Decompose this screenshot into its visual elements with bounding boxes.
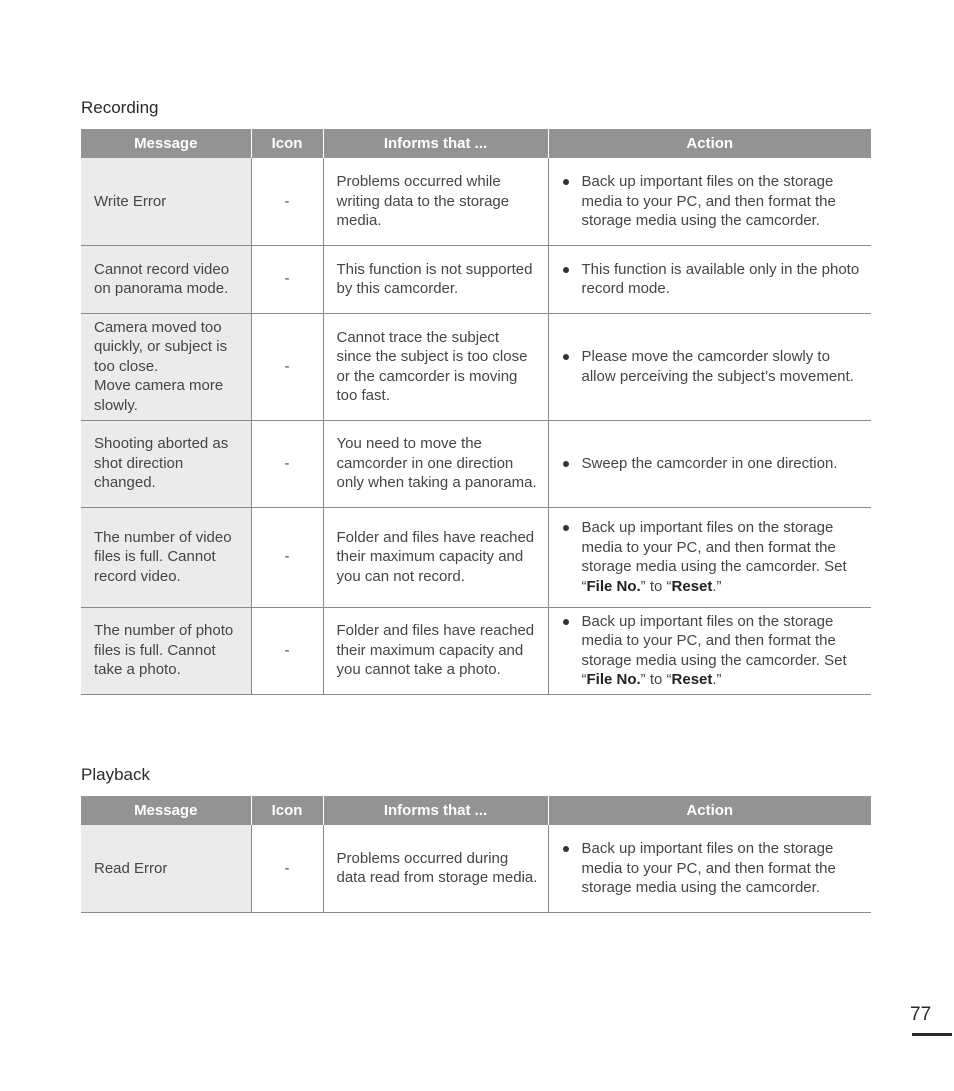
table-row [81, 245, 871, 313]
message-line: Camera moved too quickly, or subject is too close. [94, 318, 228, 375]
recording-table [81, 129, 871, 695]
informs-cell: Problems occurred while writing data to the storage media. [323, 158, 548, 245]
informs-cell: Folder and files have reached their maximum capacity and you can not record. [323, 507, 548, 607]
message-line: Move camera more slowly. [94, 377, 224, 414]
icon-cell: - [251, 825, 323, 912]
icon-cell: - [251, 158, 323, 245]
action-item [582, 518, 862, 596]
informs-cell: Cannot trace the subject since the subject is too close or the camcorder is moving too fast. [323, 313, 548, 420]
file-no-setting: File No. [586, 671, 641, 688]
icon-cell: - [251, 245, 323, 313]
file-no-setting: File No. [586, 577, 641, 595]
table-row [81, 313, 871, 420]
recording-section-title: Recording [81, 98, 159, 117]
informs-cell: You need to move the camcorder in one direction only when taking a panorama. [323, 420, 548, 507]
message-cell: The number of video files is full. Cannot record video. [81, 507, 251, 607]
action-cell [548, 245, 871, 313]
reset-setting: Reset [671, 577, 713, 595]
action-text: .” [712, 577, 722, 595]
message-cell: Read Error [81, 825, 251, 912]
action-cell [548, 158, 871, 245]
icon-cell: - [251, 420, 323, 507]
header-icon: Icon [251, 796, 323, 825]
action-item: Sweep the camcorder in one direction. [582, 454, 862, 474]
header-message: Message [81, 796, 251, 825]
message-cell: Write Error [81, 158, 251, 245]
message-cell: Shooting aborted as shot direction changed. [81, 420, 251, 507]
message-cell [81, 313, 251, 420]
action-item: Please move the camcorder slowly to allow perceiving the subject’s movement. [582, 347, 862, 386]
table-row [81, 158, 871, 245]
icon-cell: - [251, 607, 323, 694]
table-row [81, 507, 871, 607]
header-action: Action [548, 796, 871, 825]
action-cell [548, 607, 871, 694]
action-item [582, 612, 862, 690]
page-number-rule [912, 1033, 952, 1036]
action-text: Back up important files on the storage media to your PC, and then format the storage media using the camcorder. Set “ [581, 519, 847, 595]
header-informs: Informs that ... [323, 129, 548, 158]
informs-cell: Problems occurred during data read from storage media. [323, 825, 548, 912]
page-number: 77 [910, 1004, 932, 1025]
reset-setting: Reset [671, 671, 713, 688]
table-row [81, 420, 871, 507]
icon-cell: - [251, 313, 323, 420]
header-icon: Icon [251, 129, 323, 158]
playback-table [81, 796, 871, 913]
header-message: Message [81, 129, 251, 158]
action-text: .” [712, 671, 722, 688]
action-cell [548, 825, 871, 912]
informs-cell: Folder and files have reached their maximum capacity and you cannot take a photo. [323, 607, 548, 694]
action-item: This function is available only in the photo record mode. [581, 260, 860, 297]
action-cell [548, 420, 871, 507]
action-cell [548, 507, 871, 607]
action-text: ” to “ [640, 577, 672, 595]
action-item: Back up important files on the storage media to your PC, and then format the storage media using the camcorder. [582, 839, 862, 898]
header-informs: Informs that ... [323, 796, 548, 825]
header-action: Action [548, 129, 871, 158]
message-cell: The number of photo files is full. Cannot take a photo. [81, 607, 251, 694]
informs-cell: This function is not supported by this camcorder. [323, 245, 548, 313]
table-row [81, 607, 871, 694]
table-header-row [81, 796, 871, 825]
action-text: Back up important files on the storage media to your PC, and then format the storage media using the camcorder. Set “ [581, 612, 847, 688]
table-header-row [81, 129, 871, 158]
action-item: Back up important files on the storage media to your PC, and then format the storage media using the camcorder. [582, 172, 862, 231]
icon-cell: - [251, 507, 323, 607]
table-row [81, 825, 871, 912]
action-text: ” to “ [640, 671, 672, 688]
playback-section-title: Playback [81, 765, 150, 784]
message-cell: Cannot record video on panorama mode. [81, 245, 251, 313]
action-cell [548, 313, 871, 420]
